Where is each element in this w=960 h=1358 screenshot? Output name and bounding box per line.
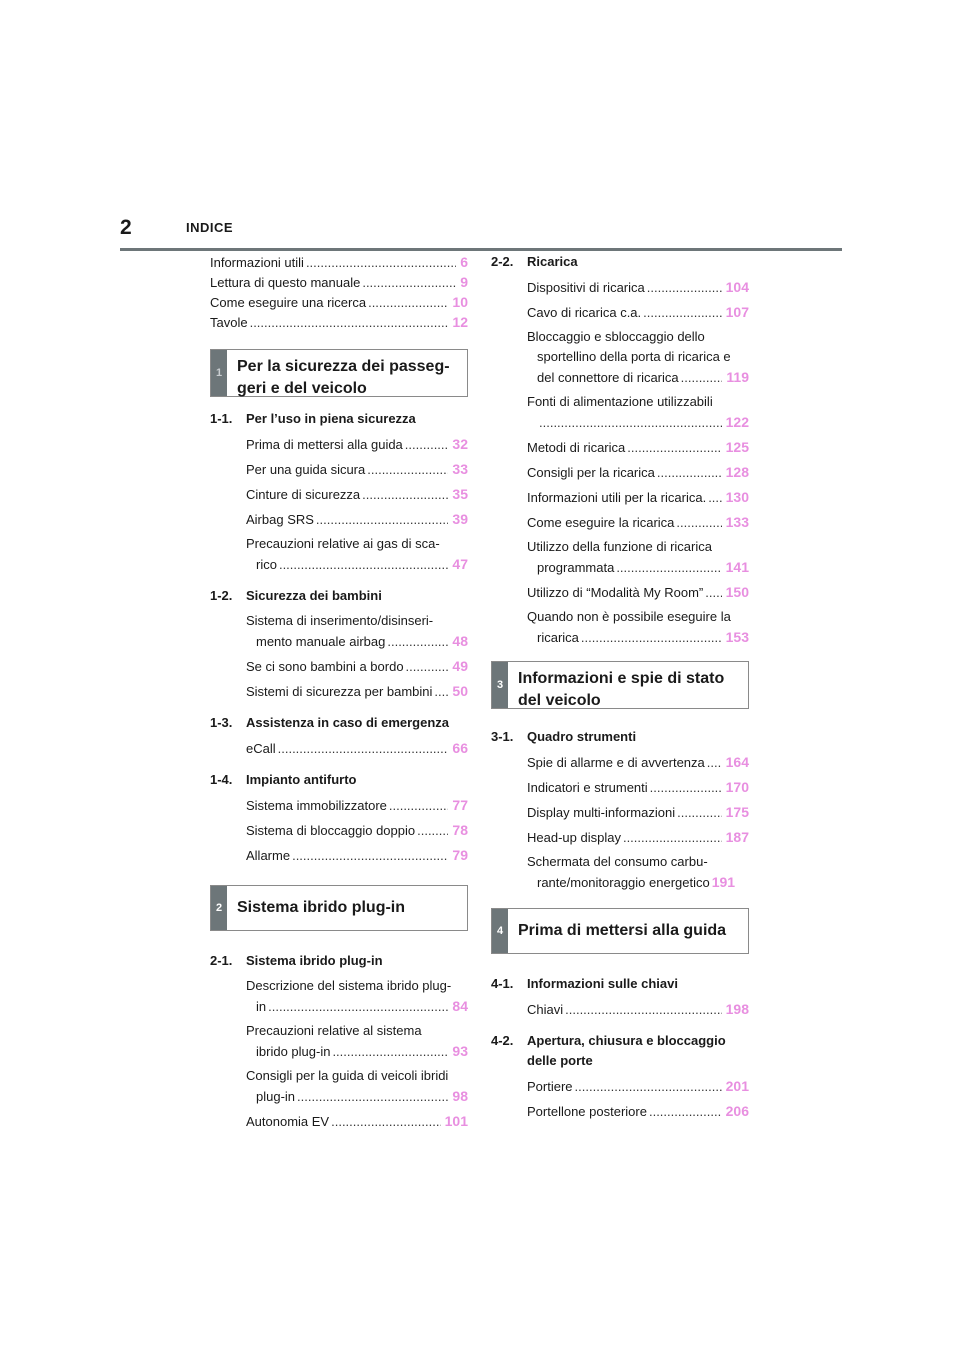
chapter-title: Per la sicurezza dei passeg- geri e del veicolo <box>237 358 450 397</box>
chapter-title: Prima di mettersi alla guida <box>518 922 727 939</box>
toc-entry[interactable]: Precauzioni relative al sistema ibrido plug-in ..... 93 <box>246 1021 468 1061</box>
toc-entry[interactable]: Descrizione del sistema ibrido plug- in ..... 84 <box>246 976 468 1016</box>
toc-entry[interactable]: Cavo di ricarica c.a. ..... 107 <box>527 302 749 322</box>
chapter-4-box[interactable] <box>491 908 749 954</box>
chapter-tab: 1 <box>211 350 227 396</box>
toc-entry[interactable]: Metodi di ricarica ..... 125 <box>527 437 749 457</box>
toc-entry[interactable]: Cinture di sicurezza ..... 35 <box>246 484 468 504</box>
toc-entry[interactable]: Bloccaggio e sbloccaggio dello sportellino della porta di ricarica e del connettore di ricarica ..... 119 <box>527 327 749 387</box>
toc-entry[interactable]: Come eseguire una ricerca ..... 10 <box>210 292 468 312</box>
toc-entry[interactable]: Autonomia EV ..... 101 <box>246 1111 468 1131</box>
chapter-tab: 2 <box>211 886 227 930</box>
toc-list <box>491 1076 749 1121</box>
toc-entry[interactable]: Schermata del consumo carbu- rante/monitoraggio energetico 191 <box>527 854 736 890</box>
left-column <box>210 252 468 1131</box>
toc-entry[interactable]: Informazioni utili ..... 6 <box>210 252 468 272</box>
toc-entry[interactable]: Prima di mettersi alla guida ..... 32 <box>246 434 468 454</box>
toc-entry[interactable]: Consigli per la guida di veicoli ibridi plug-in ..... 98 <box>246 1066 468 1106</box>
right-column <box>491 252 749 1121</box>
toc-entry[interactable]: Head-up display ..... 187 <box>527 827 749 847</box>
intro-list <box>210 252 468 332</box>
toc-entry[interactable]: Se ci sono bambini a bordo ..... 49 <box>246 656 468 676</box>
section-heading-cont: delle porte <box>527 1053 593 1068</box>
toc-entry[interactable]: Per una guida sicura ..... 33 <box>246 459 468 479</box>
chapter-3-box[interactable] <box>491 661 749 709</box>
toc-entry[interactable]: Chiavi ..... 198 <box>527 999 749 1019</box>
toc-entry[interactable]: Utilizzo di “Modalità My Room” ..... 150 <box>527 582 749 602</box>
chapter-1-box[interactable] <box>210 349 468 397</box>
page-number: 2 <box>120 216 132 239</box>
toc-entry[interactable]: Indicatori e strumenti ..... 170 <box>527 777 749 797</box>
section-heading[interactable]: 1-4. Impianto antifurto <box>210 772 357 787</box>
toc-entry[interactable]: Tavole ..... 12 <box>210 312 468 332</box>
toc-entry[interactable]: Come eseguire la ricarica ..... 133 <box>527 512 749 532</box>
toc-entry[interactable]: Display multi-informazioni ..... 175 <box>527 802 749 822</box>
toc-entry[interactable]: Precauzioni relative ai gas di sca- rico ..... 47 <box>246 534 468 574</box>
toc-entry[interactable]: Portiere ..... 201 <box>527 1076 749 1096</box>
chapter-title: Informazioni e spie di stato del veicolo <box>518 670 725 709</box>
toc-entry[interactable]: Quando non è possibile eseguire la ricarica ..... 153 <box>527 607 749 647</box>
toc-list <box>491 752 749 847</box>
chapter-2-box[interactable] <box>210 885 468 931</box>
chapter-tab: 3 <box>492 662 508 708</box>
header-title: INDICE <box>186 220 234 235</box>
toc-list <box>210 656 468 701</box>
section-heading[interactable]: 1-1. Per l’uso in piena sicurezza <box>210 411 416 426</box>
toc-list <box>491 999 749 1019</box>
toc-entry[interactable]: Dispositivi di ricarica ..... 104 <box>527 277 749 297</box>
toc-entry[interactable]: Allarme ..... 79 <box>246 845 468 865</box>
toc-entry[interactable]: Airbag SRS ..... 39 <box>246 509 468 529</box>
toc-entry[interactable]: eCall ..... 66 <box>246 738 468 758</box>
section-heading[interactable]: 4-1. Informazioni sulle chiavi <box>491 976 678 991</box>
toc-list <box>210 795 468 865</box>
section-heading[interactable]: 1-2. Sicurezza dei bambini <box>210 588 382 603</box>
toc-entry[interactable]: Lettura di questo manuale ..... 9 <box>210 272 468 292</box>
chapter-tab: 4 <box>492 909 508 953</box>
toc-list <box>210 738 468 758</box>
section-heading[interactable]: 4-2. Apertura, chiusura e bloccaggio <box>491 1033 726 1048</box>
section-heading[interactable]: 2-1. Sistema ibrido plug-in <box>210 953 383 968</box>
toc-entry[interactable]: Utilizzo della funzione di ricarica programmata ..... 141 <box>527 537 749 577</box>
toc-entry[interactable]: Sistema immobilizzatore ..... 77 <box>246 795 468 815</box>
toc-entry[interactable]: Sistema di bloccaggio doppio ..... 78 <box>246 820 468 840</box>
toc-entry[interactable]: Sistema di inserimento/disinseri- mento manuale airbag ..... 48 <box>246 611 468 651</box>
toc-entry[interactable]: Spie di allarme e di avvertenza ..... 164 <box>527 752 749 772</box>
section-heading[interactable]: 2-2. Ricarica <box>491 254 578 269</box>
toc-entry[interactable]: Consigli per la ricarica ..... 128 <box>527 462 749 482</box>
section-heading[interactable]: 3-1. Quadro strumenti <box>491 729 637 744</box>
toc-entry[interactable]: Informazioni utili per la ricarica. ..... 130 <box>527 487 749 507</box>
toc-entry[interactable]: Portellone posteriore ..... 206 <box>527 1101 749 1121</box>
toc-entry[interactable]: Sistemi di sicurezza per bambini ..... 50 <box>246 681 468 701</box>
toc-entry[interactable]: Fonti di alimentazione utilizzabili ..... 122 <box>527 392 749 432</box>
chapter-title: Sistema ibrido plug-in <box>237 899 406 916</box>
toc-list <box>210 434 468 529</box>
section-heading[interactable]: 1-3. Assistenza in caso di emergenza <box>210 715 450 730</box>
